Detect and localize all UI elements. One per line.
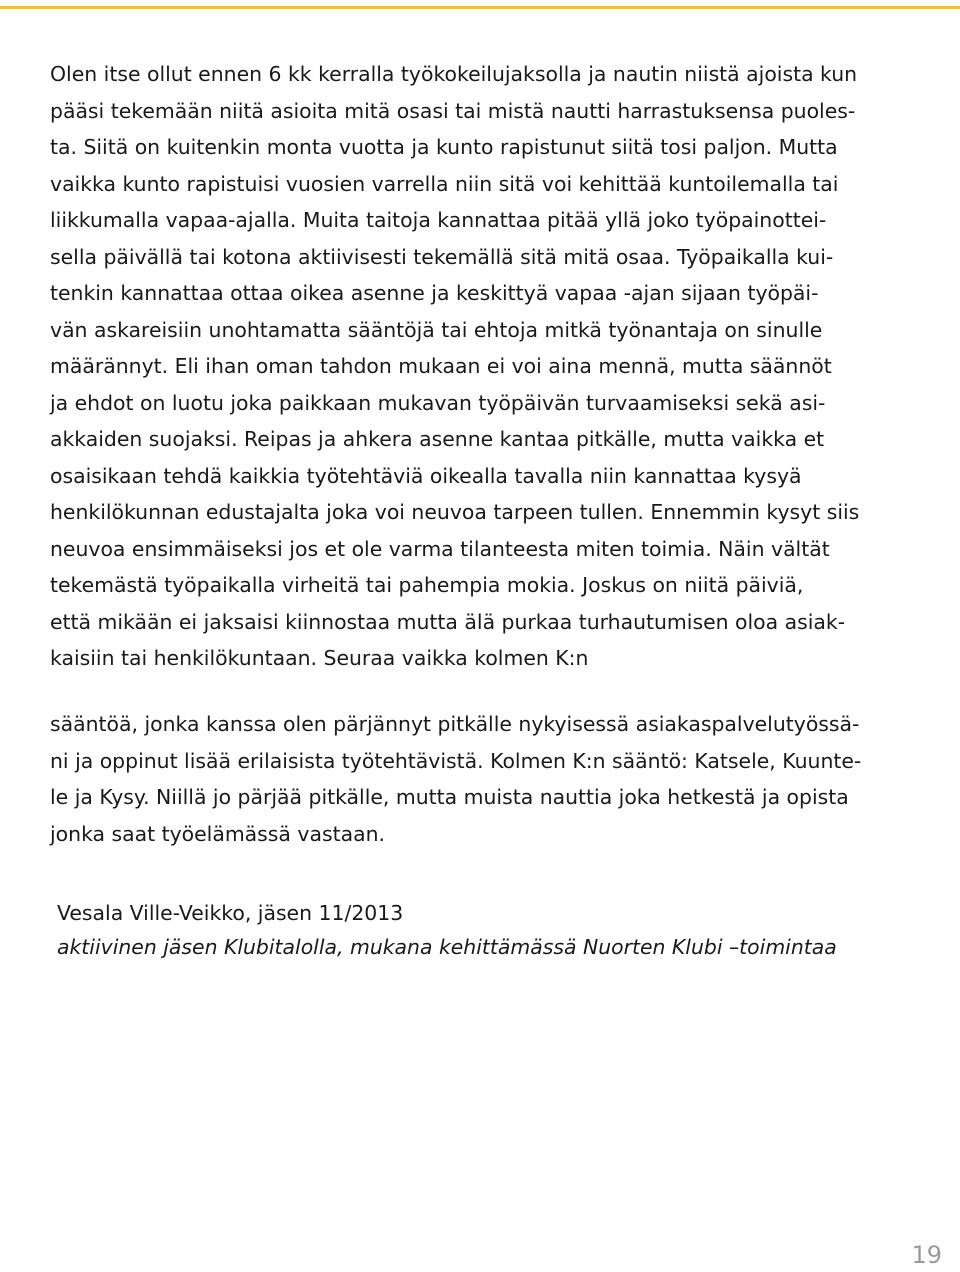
paragraph-line: neuvoa ensimmäiseksi jos et ole varma tilanteesta miten toimia. Näin vältät: [50, 536, 830, 561]
paragraph-line: henkilökunnan edustajalta joka voi neuvoa tarpeen tullen. Ennemmin kysyt siis: [50, 500, 860, 524]
paragraph-line: vän askareisiin unohtamatta sääntöjä tai ehtoja mitkä työnantaja on sinulle: [50, 317, 823, 342]
paragraph-line: määrännyt. Eli ihan oman tahdon mukaan ei voi aina mennä, mutta säännöt: [50, 354, 832, 378]
signature-role: aktiivinen jäsen Klubitalolla, mukana kehittämässä Nuorten Klubi –toimintaa: [57, 935, 837, 959]
paragraph-line: sella päivällä tai kotona aktiivisesti tekemällä sitä mitä osaa. Työpaikalla kui-: [50, 244, 834, 269]
paragraph-line: Olen itse ollut ennen 6 kk kerralla työkokeilujaksolla ja nautin niistä ajoista kun: [50, 62, 858, 86]
signature-author: Vesala Ville-Veikko, jäsen 11/2013: [57, 901, 404, 925]
paragraph-line: sääntöä, jonka kanssa olen pärjännyt pitkälle nykyisessä asiakaspalvelutyössä-: [50, 712, 860, 736]
paragraph-line: jonka saat työelämässä vastaan.: [50, 821, 385, 846]
body-paragraph-1: [50, 56, 920, 677]
page-number: 19: [911, 1241, 942, 1269]
paragraph-line: le ja Kysy. Niillä jo pärjää pitkälle, mutta muista nauttia joka hetkestä ja opista: [50, 785, 849, 809]
signature-block: [57, 896, 937, 964]
paragraph-line: pääsi tekemään niitä asioita mitä osasi tai mistä nautti harrastuksensa puoles-: [50, 98, 856, 123]
paragraph-line: että mikään ei jaksaisi kiinnostaa mutta älä purkaa turhautumisen oloa asiak-: [50, 609, 846, 634]
paragraph-line: tenkin kannattaa ottaa oikea asenne ja keskittyä vapaa -ajan sijaan työpäi-: [50, 281, 819, 305]
body-paragraph-2: [50, 706, 920, 852]
paragraph-line: osaisikaan tehdä kaikkia työtehtäviä oikealla tavalla niin kannattaa kysyä: [50, 463, 802, 488]
paragraph-line: ni ja oppinut lisää erilaisista työtehtävistä. Kolmen K:n sääntö: Katsele, Kuunte-: [50, 748, 862, 773]
paragraph-line: liikkumalla vapaa-ajalla. Muita taitoja kannattaa pitää yllä joko työpainottei-: [50, 208, 827, 232]
top-accent-rule: [0, 6, 960, 9]
paragraph-line: ja ehdot on luotu joka paikkaan mukavan työpäivän turvaamiseksi sekä asi-: [50, 390, 826, 415]
paragraph-line: vaikka kunto rapistuisi vuosien varrella niin sitä voi kehittää kuntoilemalla tai: [50, 171, 839, 196]
paragraph-line: akkaiden suojaksi. Reipas ja ahkera asenne kantaa pitkälle, mutta vaikka et: [50, 427, 825, 451]
paragraph-line: ta. Siitä on kuitenkin monta vuotta ja kunto rapistunut siitä tosi paljon. Mutta: [50, 135, 838, 159]
paragraph-line: kaisiin tai henkilökuntaan. Seuraa vaikka kolmen K:n: [50, 646, 589, 670]
paragraph-line: tekemästä työpaikalla virheitä tai pahempia mokia. Joskus on niitä päiviä,: [50, 573, 804, 597]
